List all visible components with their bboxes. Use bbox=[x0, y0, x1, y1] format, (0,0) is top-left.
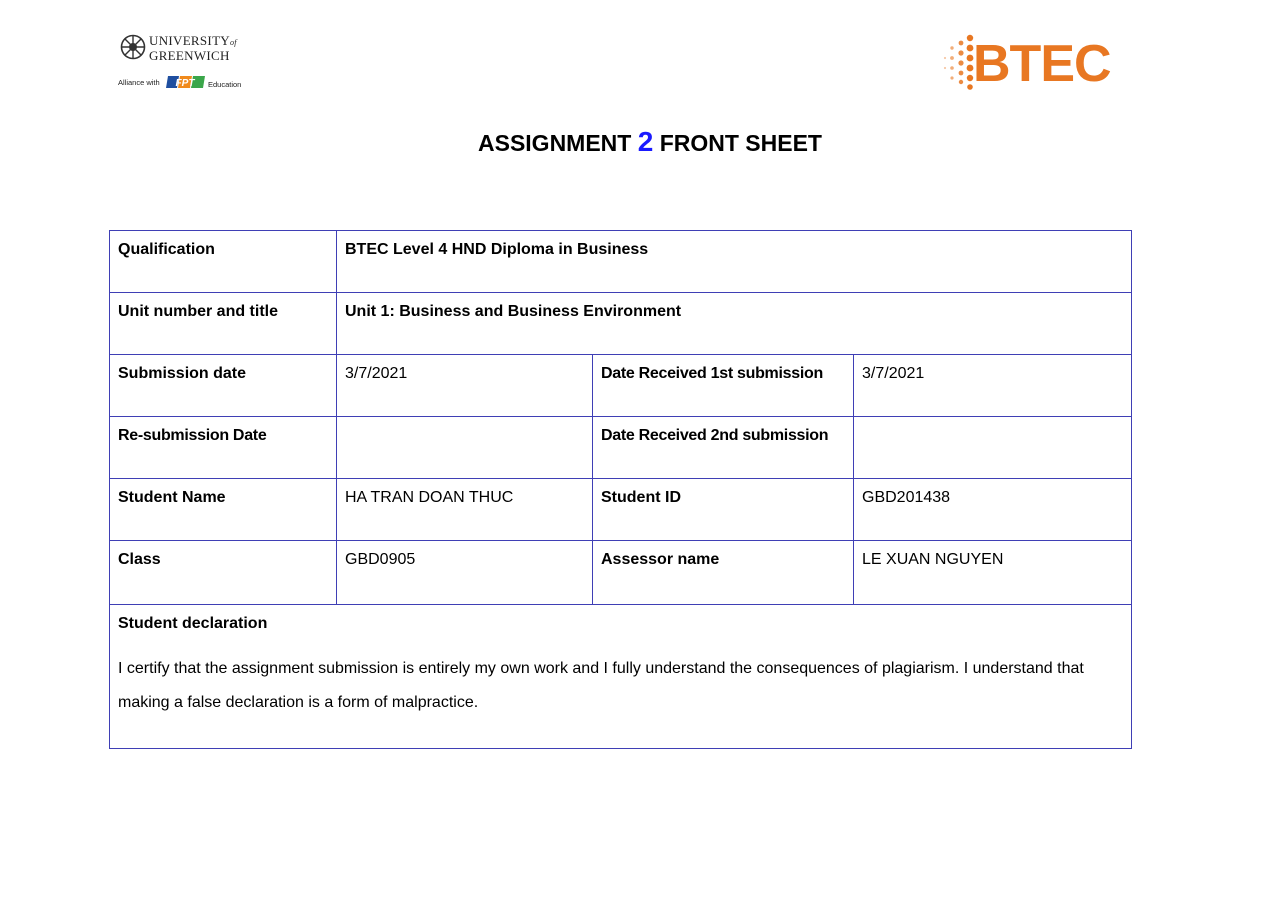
crest-icon bbox=[120, 34, 146, 60]
qualification-value: BTEC Level 4 HND Diploma in Business bbox=[337, 231, 1132, 293]
declaration-text: I certify that the assignment submission is entirely my own work and I fully understand the consequences of plagiarism. I understand that making a false declaration is a form of malpractice. bbox=[118, 660, 1084, 711]
date-received-1-label: Date Received 1st submission bbox=[593, 355, 854, 417]
table-row bbox=[110, 541, 1132, 605]
table-row bbox=[110, 355, 1132, 417]
table-row bbox=[110, 231, 1132, 293]
student-id-value: GBD201438 bbox=[854, 479, 1132, 541]
declaration-title: Student declaration bbox=[118, 615, 268, 632]
title-suffix: FRONT SHEET bbox=[659, 130, 822, 156]
submission-date-label: Submission date bbox=[110, 355, 337, 417]
svg-text:FPT: FPT bbox=[175, 78, 195, 89]
table-row bbox=[110, 417, 1132, 479]
fpt-logo-icon bbox=[165, 74, 207, 90]
alliance-text: Alliance with bbox=[118, 78, 160, 87]
student-name-label: Student Name bbox=[110, 479, 337, 541]
date-received-2-value bbox=[854, 417, 1132, 479]
resubmission-date-value bbox=[337, 417, 593, 479]
class-value: GBD0905 bbox=[337, 541, 593, 605]
btec-wordmark: BTEC bbox=[973, 35, 1111, 93]
student-id-label: Student ID bbox=[593, 479, 854, 541]
class-label: Class bbox=[110, 541, 337, 605]
title-number: 2 bbox=[637, 126, 654, 157]
unit-label: Unit number and title bbox=[110, 293, 337, 355]
university-name: UNIVERSITYof GREENWICH bbox=[149, 33, 237, 63]
qualification-label: Qualification bbox=[110, 231, 337, 293]
page-title bbox=[0, 126, 1280, 158]
university-logo bbox=[118, 32, 248, 98]
table-row bbox=[110, 293, 1132, 355]
assessor-label: Assessor name bbox=[593, 541, 854, 605]
date-received-1-value: 3/7/2021 bbox=[854, 355, 1132, 417]
title-prefix: ASSIGNMENT bbox=[478, 130, 632, 156]
submission-date-value: 3/7/2021 bbox=[337, 355, 593, 417]
table-row bbox=[110, 605, 1132, 749]
assessor-value: LE XUAN NGUYEN bbox=[854, 541, 1132, 605]
table-row bbox=[110, 479, 1132, 541]
front-sheet-table bbox=[109, 230, 1132, 749]
student-name-value: HA TRAN DOAN THUC bbox=[337, 479, 593, 541]
declaration-cell bbox=[110, 605, 1132, 749]
education-text: Education bbox=[208, 80, 242, 89]
unit-value: Unit 1: Business and Business Environment bbox=[337, 293, 1132, 355]
btec-logo bbox=[940, 32, 1126, 94]
date-received-2-label: Date Received 2nd submission bbox=[593, 417, 854, 479]
resubmission-date-label: Re-submission Date bbox=[110, 417, 337, 479]
